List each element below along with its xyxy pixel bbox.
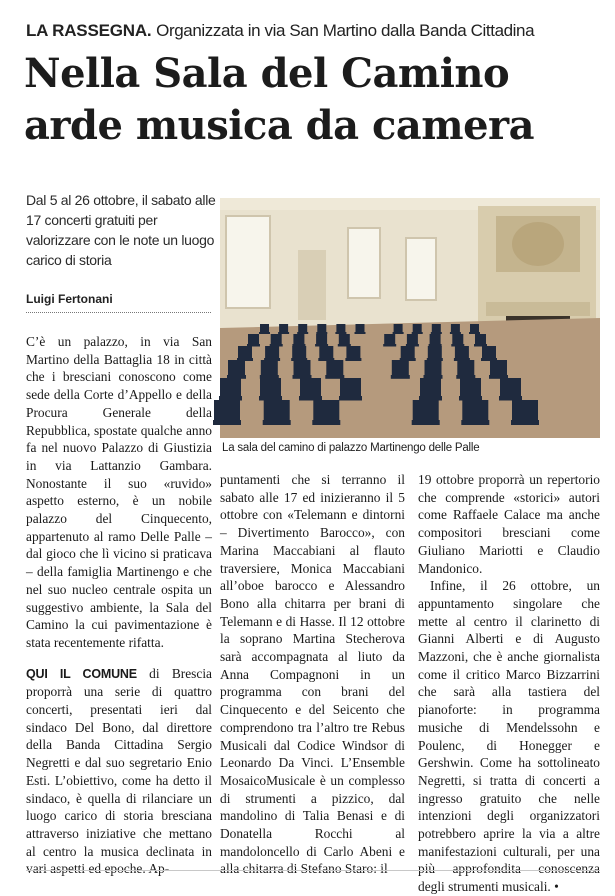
photo-chair (500, 378, 521, 396)
photo-window-right (406, 238, 436, 300)
photo-chair (413, 324, 422, 332)
photo-chair (292, 346, 306, 358)
photo-chair (265, 346, 279, 358)
photo-chair (460, 378, 481, 396)
article-photo (220, 198, 600, 438)
headline-line-1: Nella Sala del Camino (24, 50, 510, 97)
paragraph (26, 665, 212, 878)
photo-chair-seat (316, 332, 327, 334)
photo-chair (346, 346, 360, 358)
photo-chair-seat (431, 332, 442, 334)
byline: Luigi Fertonani (26, 292, 113, 306)
photo-chair (271, 334, 282, 344)
photo-window-middle (348, 228, 380, 298)
photo-chair (220, 378, 241, 396)
photo-chair-seat (383, 344, 396, 347)
byline-divider (26, 312, 211, 313)
photo-chair-seat (345, 358, 361, 361)
photo-chair (452, 334, 463, 344)
photo-chair-seat (278, 332, 289, 334)
photo-window-left (226, 216, 270, 308)
photo-chair (228, 360, 245, 375)
photo-chair (340, 378, 361, 396)
kicker-keyword: LA RASSEGNA. (26, 21, 152, 40)
photo-chair-seat (297, 332, 308, 334)
photo-door (298, 250, 326, 320)
photo-chair (482, 346, 496, 358)
photo-chair (336, 324, 345, 332)
photo-chair-seat (339, 396, 362, 401)
photo-chair (432, 324, 441, 332)
photo-chair (316, 334, 327, 344)
page-bottom-rule (26, 870, 600, 871)
photo-chair (470, 324, 479, 332)
photo-chair-seat (213, 420, 241, 425)
photo-chair-seat (299, 396, 322, 401)
headline (24, 48, 599, 152)
photo-chair (392, 360, 409, 375)
photo-chair-seat (419, 396, 442, 401)
photo-chair-seat (355, 332, 366, 334)
photo-chair (293, 334, 304, 344)
photo-chair (420, 378, 441, 396)
photo-chair (238, 346, 252, 358)
photo-chair (401, 346, 415, 358)
photo-chair (457, 360, 474, 375)
photo-chair-seat (393, 332, 404, 334)
photo-chair (260, 324, 269, 332)
photo-chair (260, 378, 281, 396)
photo-chair (248, 334, 259, 344)
photo-chair (455, 346, 469, 358)
photo-chair (264, 400, 290, 420)
paragraph: Infine, il 26 ottobre, un appuntamento singolare che mette al centro il clarinetto di Gianni Alberti e di Augusto Mazzoni, che è anche giornalista come il critico Marco Bizzarrini che sarà alla tastiera del pianoforte: in programma musiche di Mendelssohn e Poulenc, di Honegger e Gershwin. Come ha sottolineato Negretti, si tratta di concerti a ingresso gratuito che nelle intenzioni degli organizzatori potrebbero aprire la via a altre manifestazioni culturali, per una più approfondita conoscenza degli strumenti musicali. • (418, 578, 600, 895)
article-column-2 (220, 471, 405, 877)
photo-chair (462, 400, 488, 420)
photo-chair (279, 324, 288, 332)
photo-chair (430, 334, 441, 344)
article-column-3 (418, 471, 600, 895)
photo-chair (407, 334, 418, 344)
photo-chair-seat (335, 332, 346, 334)
photo-chair-seat (511, 420, 539, 425)
photo-chair (317, 324, 326, 332)
photo-chair (313, 400, 339, 420)
photo-chair-seat (499, 396, 522, 401)
photo-illustration (220, 198, 600, 438)
photo-chair (261, 360, 278, 375)
photo-chair (384, 334, 395, 344)
photo-chimney-coat (512, 222, 564, 266)
paragraph: 19 ottobre proporrà un repertorio che comprende «storici» autori come Raffaele Calace ma anche compositori bresciani come Giuliano Mariotti e Claudio Mandonico. (418, 472, 600, 576)
photo-chair (356, 324, 365, 332)
photo-chair (394, 324, 403, 332)
photo-chair (512, 400, 538, 420)
photo-chair-seat (469, 332, 480, 334)
photo-chair-seat (259, 396, 282, 401)
photo-chair-seat (263, 420, 291, 425)
photo-chair-seat (412, 332, 423, 334)
paragraph-text: di Brescia proporrà una serie di quattro concerti, presentati ieri dal sindaco Del Bono, dal direttore della Banda Cittadina Sergio Negretti e dal suo segretario Enio Esti. L’obiettivo, come ha detto il sindaco, è quella di rilanciare un luogo carico di storia bresciana attraverso iniziative che mettano al centro la musica declinata in vari aspetti ed epoche. Ap- (26, 665, 212, 877)
photo-chair-seat (450, 332, 461, 334)
paragraph: puntamenti che si terranno il sabato alle 17 ed inizieranno il 5 ottobre con «Telemann e dintorni – Divertimento Barocco», con Marina Maccabiani al flauto traversiere, Monica Maccabiani all’oboe barocco e Alessandro Bono alla chitarra per brani di Telemann e di Hasse. Il 12 ottobre la soprano Martina Stecherova sarà accompagnata al liuto da Anna Compagnoni in un programma con brani del Cinquecento e del Seicento che comprendono tra l’altro tre Rebus Musicali dal Codice Windsor di Leonardo Da Vinci. L’Ensemble MosaicoMusicale è un complesso di strumenti a pizzico, dal mandolino di Talia Benasi e di Donatella Rocchi al mandoloncello di Carlo Abeni e alla chitarra di Stefano Staro: il (220, 472, 405, 877)
photo-chair-seat (412, 420, 440, 425)
photo-chair (326, 360, 343, 375)
photo-chair (300, 378, 321, 396)
photo-chair (428, 346, 442, 358)
photo-chair (490, 360, 507, 375)
article-column-1 (26, 333, 212, 877)
photo-chair (425, 360, 442, 375)
photo-chair (451, 324, 460, 332)
paragraph-lead: QUI IL COMUNE (26, 666, 137, 681)
kicker (26, 20, 596, 42)
photo-chair-seat (459, 396, 482, 401)
photo-chair (294, 360, 311, 375)
photo-chimney-mantel (486, 302, 590, 316)
summary: Dal 5 al 26 ottobre, il sabato alle 17 concerti gratuiti per valorizzare con le note un luogo carico di storia (26, 192, 216, 268)
photo-chair (298, 324, 307, 332)
photo-chair (339, 334, 350, 344)
photo-chair (413, 400, 439, 420)
photo-chair (214, 400, 240, 420)
photo-chair-seat (312, 420, 340, 425)
photo-chair-seat (391, 375, 410, 379)
photo-chair-seat (259, 332, 270, 334)
photo-chair (475, 334, 486, 344)
photo-chair (319, 346, 333, 358)
photo-caption: La sala del camino di palazzo Martinengo delle Palle (222, 442, 480, 454)
kicker-text: Organizzata in via San Martino dalla Banda Cittadina (156, 21, 535, 40)
photo-chair-seat (219, 396, 242, 401)
paragraph: C’è un palazzo, in via San Martino della Battaglia 18 in città che i bresciani conoscono come sede della Corte d’Appello e della Procura Generale della Repubblica, spostate qualche anno fa nel nuovo Palazzo di Giustizia in via Lattanzio Gambara. Nonostante il suo «ruvido» aspetto esterno, è un nobile palazzo del Cinquecento, appartenuto al ramo Delle Palle – dal gioco che lì vicino si praticava – della famiglia Martinengo e che nel suo nucleo centrale ospita un suggestivo ambiente, la Sala del Camino la cui pavimentazione è stata recentemente rifatta. (26, 334, 212, 650)
photo-chair-seat (461, 420, 489, 425)
headline-line-2: arde musica da camera (24, 102, 535, 149)
